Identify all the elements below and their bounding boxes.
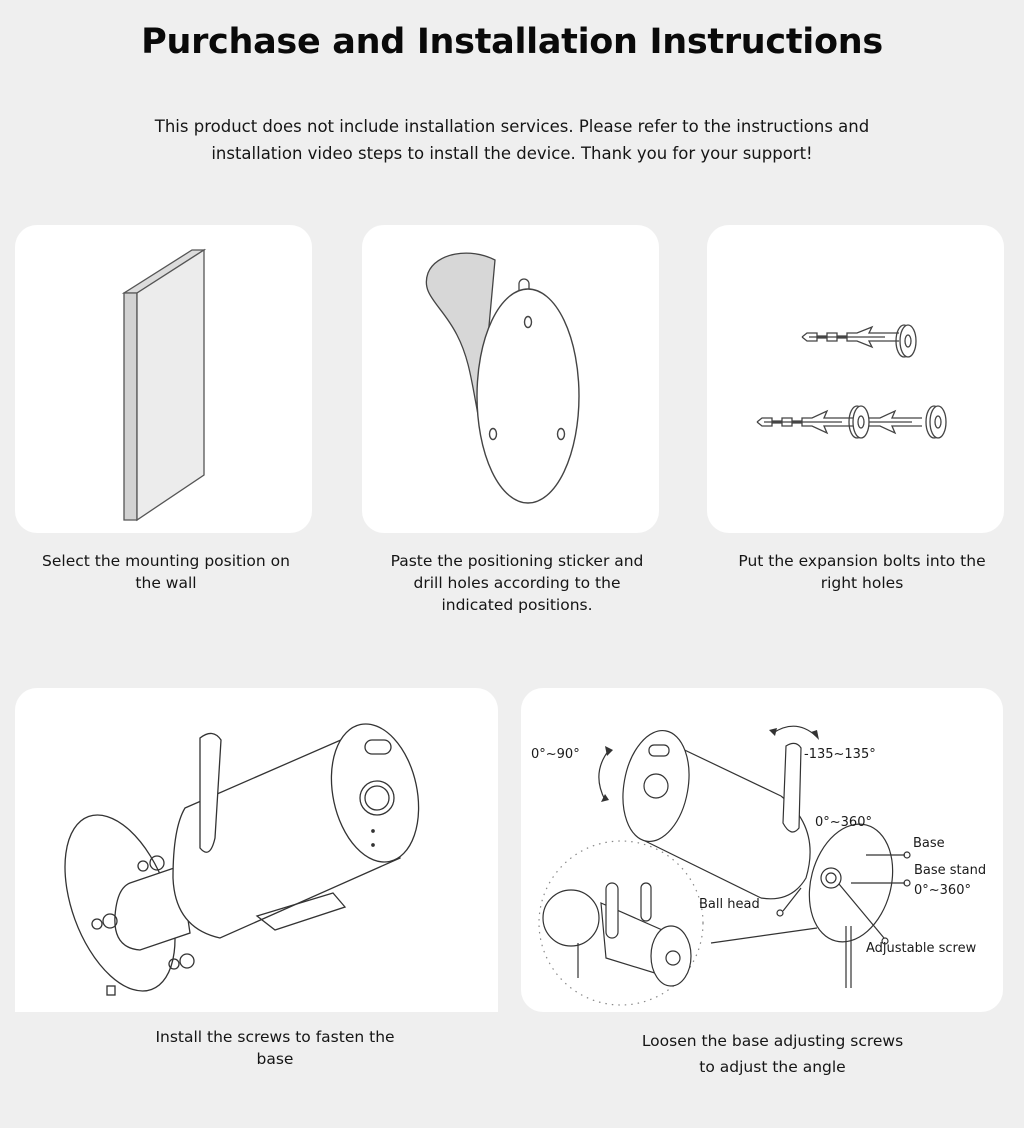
base-stand-label: Base stand (914, 863, 987, 878)
adjustable-screw-label: Adjustable screw (866, 941, 977, 956)
caption-line: Paste the positioning sticker and (390, 552, 644, 570)
intro-text (120, 113, 904, 167)
caption-line: Put the expansion bolts into the (738, 552, 986, 570)
rotate-range-label: 0°~360° (815, 815, 872, 830)
step-5-card (521, 688, 1003, 1012)
wall-panel-icon (15, 225, 312, 533)
expansion-bolts-icon (707, 225, 1004, 533)
base-label: Base (913, 836, 945, 851)
step-3-caption (707, 550, 1017, 594)
positioning-sticker-icon (362, 225, 659, 533)
intro-line-2: installation video steps to install the device. Thank you for your support! (211, 144, 813, 163)
step-3-card (707, 225, 1004, 533)
antenna-range-label: -135~135° (804, 747, 876, 762)
camera-mount-screws-icon (15, 688, 498, 1012)
caption-line: base (256, 1050, 294, 1068)
caption-line: Loosen the base adjusting screws (641, 1032, 904, 1050)
page-title: Purchase and Installation Instructions (141, 22, 883, 62)
caption-line: drill holes according to the (413, 574, 621, 592)
step-1-caption (15, 550, 317, 594)
base-stand-range-label: 0°~360° (914, 883, 971, 898)
intro-line-1: This product does not include installation services. Please refer to the instructions and (154, 117, 870, 136)
caption-line: Install the screws to fasten the (155, 1028, 395, 1046)
caption-line: to adjust the angle (699, 1058, 846, 1076)
caption-line: Select the mounting position on (42, 552, 290, 570)
step-5-caption (600, 1028, 945, 1080)
step-2-caption (362, 550, 672, 616)
step-2-card (362, 225, 659, 533)
step-4-card (15, 688, 498, 1012)
caption-line: indicated positions. (441, 596, 593, 614)
step-4-caption (120, 1026, 430, 1070)
step-1-card (15, 225, 312, 533)
caption-line: the wall (135, 574, 197, 592)
caption-line: right holes (820, 574, 904, 592)
ball-head-label: Ball head (699, 897, 760, 912)
tilt-range-label: 0°~90° (531, 747, 580, 762)
